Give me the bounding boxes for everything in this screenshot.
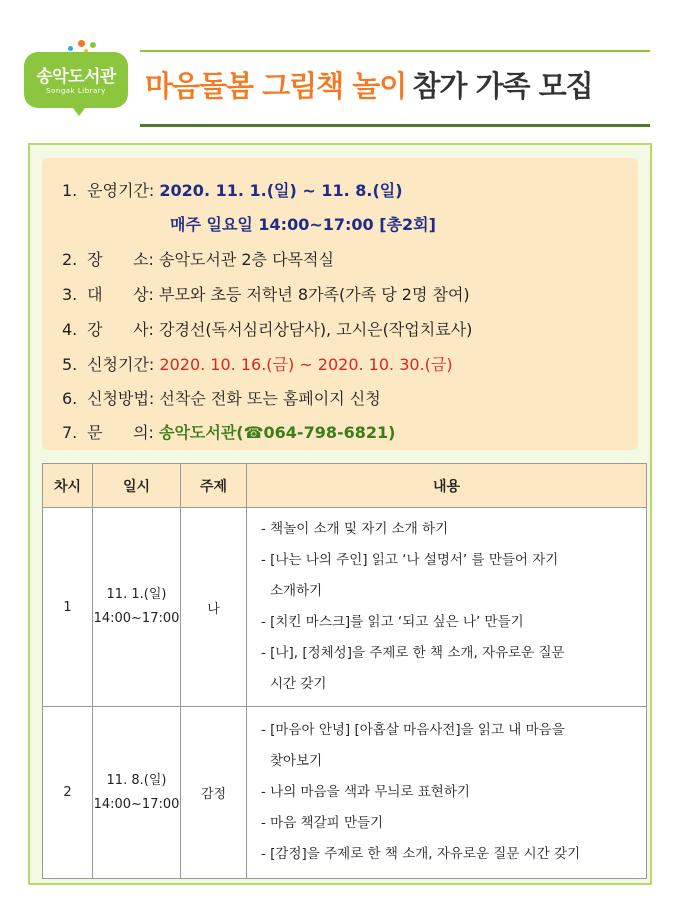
content-item [261,514,636,545]
header-datetime: 일시 [93,464,181,508]
content-item [261,715,636,777]
info-value: 송악도서관 2층 다목적실 [159,250,334,269]
session-content [247,508,647,707]
session-date: 11. 1.(일) [106,587,167,602]
header-session: 차시 [43,464,93,508]
content-line: - [나는 나의 주인] 읽고 ‘나 설명서’ 를 만들어 자기 [261,552,559,568]
content-line: - 책놀이 소개 및 자기 소개 하기 [261,521,449,537]
info-period [62,178,403,201]
info-label: 강 사: [87,320,154,339]
session-datetime [93,707,181,879]
content-line-continued: 소개하기 [270,583,323,599]
info-label: 장 소: [87,250,154,269]
info-value: 선착순 전화 또는 홈페이지 신청 [159,389,381,408]
session-content [247,707,647,879]
info-number: 4. [62,320,78,339]
content-line: - [감정]을 주제로 한 책 소개, 자유로운 질문 시간 갖기 [261,846,581,862]
info-place [62,247,334,270]
info-number: 1. [62,181,78,200]
session-time: 14:00~17:00 [93,611,180,626]
title-bottom-rule [140,124,650,127]
info-label: 신청기간: [87,355,155,374]
title-recruit-text: 참가 가족 모집 [412,69,593,103]
header-content: 내용 [247,464,647,508]
logo-dot-1 [78,40,85,47]
session-number: 1 [43,508,93,707]
session-theme: 감정 [181,707,247,879]
content-item [261,545,636,607]
info-application-method [62,386,381,409]
info-number: 2. [62,250,78,269]
page-title [145,64,593,108]
session-datetime [93,508,181,707]
info-label: 문 의: [87,423,154,442]
library-logo [22,38,134,118]
info-number: 7. [62,423,78,442]
content-line: - 나의 마음을 색과 무늬로 표현하기 [261,784,470,800]
content-item [261,777,636,808]
title-top-rule [140,50,650,52]
info-label: 신청방법: [87,389,155,408]
info-value: 강경선(독서심리상담사), 고시은(작업치료사) [159,320,473,339]
content-item [261,607,636,638]
info-value: 2020. 10. 16.(금) ~ 2020. 10. 30.(금) [159,355,453,374]
info-label: 대 상: [87,285,154,304]
session-number: 2 [43,707,93,879]
info-application-period [62,352,453,375]
info-number: 3. [62,285,78,304]
info-label: 운영기간: [87,181,155,200]
info-value: 2020. 11. 1.(일) ~ 11. 8.(일) [159,181,403,200]
session-date: 11. 8.(일) [106,772,167,788]
content-item [261,808,636,839]
info-instructor [62,317,472,340]
table-row [43,707,647,879]
info-target [62,282,470,305]
info-value: 매주 일요일 14:00~17:00 [총2회] [170,215,436,234]
content-line: - [치킨 마스크]를 읽고 ‘되고 싶은 나’ 만들기 [261,614,524,630]
logo-dot-3 [68,46,73,51]
content-line-continued: 시간 갖기 [270,676,327,692]
logo-english-name: Songak Library [46,87,106,95]
info-contact [62,420,395,443]
logo-dot-2 [90,42,96,48]
info-value: 부모와 초등 저학년 8가족(가족 당 2명 참여) [159,285,470,304]
info-number: 6. [62,389,78,408]
table-row [43,508,647,707]
info-value: 송악도서관(☎064-798-6821) [159,423,396,442]
info-schedule [170,212,436,235]
content-line-continued: 찾아보기 [270,753,323,769]
content-line: - 마음 책갈피 만들기 [261,815,384,831]
logo-name: 송악도서관 [36,67,116,87]
schedule-table [42,463,647,879]
info-number: 5. [62,355,78,374]
content-item [261,839,636,870]
logo-bubble-tail [70,104,88,116]
table-header-row [43,464,647,508]
content-line: - [마음아 안녕] [아홉살 마음사전]을 읽고 내 마음을 [261,722,565,738]
content-item [261,638,636,700]
session-theme: 나 [181,508,247,707]
title-program-name: 마음돌봄 그림책 놀이 [145,69,407,103]
content-line: - [나], [정체성]을 주제로 한 책 소개, 자유로운 질문 [261,645,565,661]
header-theme: 주제 [181,464,247,508]
session-time: 14:00~17:00 [93,796,180,812]
